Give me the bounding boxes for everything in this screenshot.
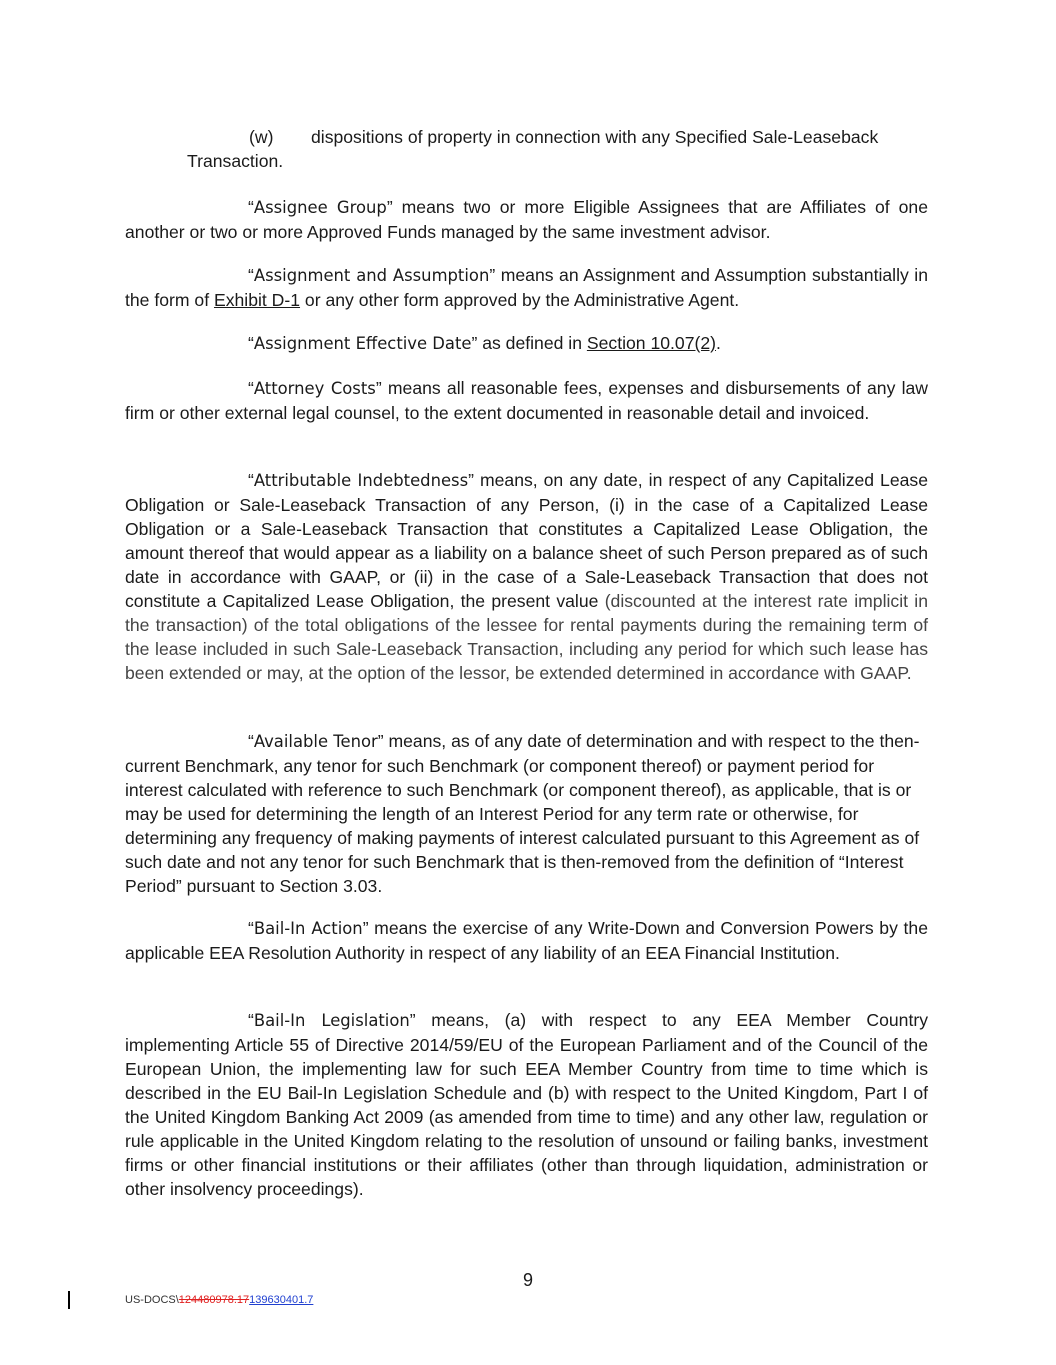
defined-term: Available Tenor (253, 732, 378, 751)
defined-term: Attorney Costs (253, 379, 376, 398)
definition-attorney-costs: “Attorney Costs” means all reasonable fees, expenses and disbursements of any law firm or other external legal counsel, to the extent documented in reasonable detail and invoiced. (125, 378, 928, 423)
change-bar (68, 1291, 70, 1309)
section-link[interactable]: Section 10.07(2) (586, 333, 716, 353)
definition-text: ” as defined in (471, 333, 587, 353)
definition-text: or any other form approved by the Administrative Agent. (300, 290, 740, 310)
definition-assignment-effective-date: “Assignment Effective Date” as defined in Section 10.07(2). (248, 333, 721, 353)
definition-text: ” means all reasonable fees, expenses and disbursements of any law firm or other external legal counsel, to the extent documented in reasonable detail and invoiced. (125, 378, 928, 423)
definition-text: ” means an Assignment and Assumption substantially in the form of (125, 265, 928, 310)
definition-text: ” means two or more Eligible Assignees that are Affiliates of one another or two or more Approved Funds managed by the same investment advisor. (125, 197, 928, 242)
defined-term: Bail-In Legislation (253, 1011, 410, 1030)
defined-term: Attributable Indebtedness (253, 471, 469, 490)
clause-w-text-line2: Transaction. (187, 151, 284, 171)
exhibit-link[interactable]: Exhibit D-1 (213, 290, 301, 310)
defined-term: Bail-In Action (253, 919, 363, 938)
definition-text: ” means, on any date, in respect of any Capitalized Lease Obligation or Sale-Leaseback Transaction of any Person, (i) in the case of a Capitalized Lease Obligation or a Sale-Leaseback Transaction that constitutes a Capitalized Lease Obligation, the amount thereof that would appear as a liability on a balance sheet of such Person prepared as of such date in accordance with GAAP, or (ii) in the case of a Sale-Leaseback Transaction that does not constitute a Capitalized Lease Obligation, the present value (125, 470, 928, 611)
footer-prefix: US-DOCS\ (125, 1294, 179, 1306)
page-number: 9 (522, 1270, 533, 1290)
defined-term: Assignment and Assumption (253, 266, 490, 285)
footer-deleted-id: 124480978.17 (178, 1294, 250, 1306)
definition-text: ” means, as of any date of determination and with respect to the then-current Benchmark, any tenor for such Benchmark (or component thereof) or payment period for interest calculated with reference to such Benchmark (or component thereof), as applicable, that is or may be used for determining the length of an Interest Period for any term rate or otherwise, for determining any frequency of making payments of interest calculated pursuant to this Agreement as of such date and not any tenor for such Benchmark that is then-removed from the definition of “Interest Period” pursuant to Section 3.03. (125, 731, 920, 896)
clause-w-text-line1: dispositions of property in connection with any Specified Sale-Leaseback (311, 127, 879, 147)
definition-available-tenor: “Available Tenor” means, as of any date of determination and with respect to the then-current Benchmark, any tenor for such Benchmark (or component thereof) or payment period for interest calculated with reference to such Benchmark (or component thereof), as applicable, that is or may be used for determining the length of an Interest Period for any term rate or otherwise, for determining any frequency of making payments of interest calculated pursuant to this Agreement as of such date and not any tenor for such Benchmark that is then-removed from the definition of “Interest Period” pursuant to Section 3.03. (125, 731, 920, 896)
definition-assignee-group: “Assignee Group” means two or more Eligible Assignees that are Affiliates of one another or two or more Approved Funds managed by the same investment advisor. (125, 197, 928, 242)
footer-inserted-id: 139630401.7 (249, 1294, 314, 1306)
defined-term: Assignment Effective Date (253, 334, 472, 353)
definition-attributable-indebtedness: “Attributable Indebtedness” means, on any date, in respect of any Capitalized Lease Obligation or Sale-Leaseback Transaction of any Person, (i) in the case of a Capitalized Lease Obligation or a Sale-Leaseback Transaction that constitutes a Capitalized Lease Obligation, the amount thereof that would appear as a liability on a balance sheet of such Person prepared as of such date in accordance with GAAP, or (ii) in the case of a Sale-Leaseback Transaction that does not constitute a Capitalized Lease Obligation, the present value (discounted at the interest rate implicit in the transaction) of the total obligations of the lessee for rental payments during the remaining term of the lease included in such Sale-Leaseback Transaction, including any period for which such lease has been extended or may, at the option of the lessor, be extended determined in accordance with GAAP. (125, 470, 928, 683)
definition-bail-in-action: “Bail-In Action” means the exercise of any Write-Down and Conversion Powers by the applicable EEA Resolution Authority in respect of any liability of an EEA Financial Institution. (125, 918, 928, 963)
definition-assignment-and-assumption: “Assignment and Assumption” means an Assignment and Assumption substantially in the form of Exhibit D-1 or any other form approved by the Administrative Agent. (125, 265, 928, 310)
document-footer-id (125, 1293, 313, 1307)
clause-w (187, 125, 928, 173)
definition-text: ” means, (a) with respect to any EEA Member Country implementing Article 55 of Directive 2014/59/EU of the European Parliament and of the Council of the European Union, the implementing law for such EEA Member Country from time to time which is described in the EU Bail-In Legislation Schedule and (b) with respect to the United Kingdom, Part I of the United Kingdom Banking Act 2009 (as amended from time to time) and any other law, regulation or rule applicable in the United Kingdom relating to the resolution of unsound or failing banks, investment firms or other financial institutions or their affiliates (other than through liquidation, administration or other insolvency proceedings). (125, 1010, 928, 1199)
clause-w-label: (w) (249, 127, 274, 147)
definition-text-continued: (discounted at the interest rate implicit in the transaction) of the total obligations of the lessee for rental payments during the remaining term of the lease included in such Sale-Leaseback Transaction, including any period for which such lease has been extended or may, at the option of the lessor, be extended determined in accordance with GAAP. (125, 591, 928, 683)
definition-text: ” means the exercise of any Write-Down and Conversion Powers by the applicable EEA Resolution Authority in respect of any liability of an EEA Financial Institution. (125, 918, 928, 963)
defined-term: Assignee Group (253, 198, 387, 217)
definition-bail-in-legislation: “Bail-In Legislation” means, (a) with respect to any EEA Member Country implementing Article 55 of Directive 2014/59/EU of the European Parliament and of the Council of the European Union, the implementing law for such EEA Member Country from time to time which is described in the EU Bail-In Legislation Schedule and (b) with respect to the United Kingdom, Part I of the United Kingdom Banking Act 2009 (as amended from time to time) and any other law, regulation or rule applicable in the United Kingdom relating to the resolution of unsound or failing banks, investment firms or other financial institutions or their affiliates (other than through liquidation, administration or other insolvency proceedings). (125, 1010, 928, 1199)
